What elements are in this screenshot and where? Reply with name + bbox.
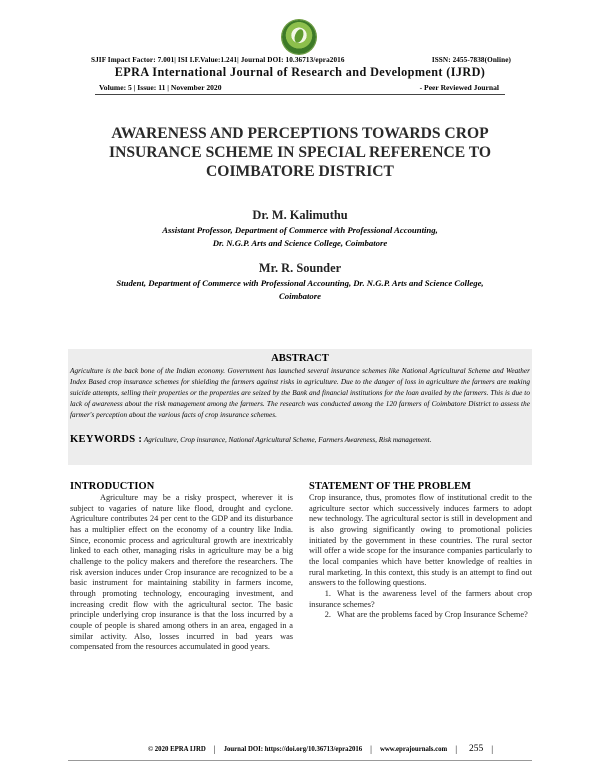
page-footer xyxy=(148,744,538,754)
affiliation-line: Student, Department of Commerce with Professional Accounting, Dr. N.G.P. Arts and Science College, xyxy=(116,278,484,288)
footer-copyright: © 2020 EPRA IJRD xyxy=(148,745,206,753)
footer-separator: | xyxy=(455,744,458,754)
volume-issue: Volume: 5 | Issue: 11 | November 2020 xyxy=(99,83,222,92)
volume-line xyxy=(99,83,499,92)
abstract-text: Agriculture is the back bone of the Indian economy. Government has launched several insurance schemes like National Agricultural Scheme and Weather Index Based crop insurance schemes for shielding the farmers against risks in agriculture. Due to the danger of loss in agriculture the farmers are making suicide attempts, selling their properties or the properties are seized by the Bank and financial institutions for the loan availed by the farmers. This is due to lack of awareness about the risk management among the farmers. The research was conducted among the 120 farmers of Coimbatore District to assess the farmer's perception about the various facts of crop insurance schemes. xyxy=(70,367,530,419)
keywords-list: Agriculture, Crop insurance, National Agricultural Scheme, Farmers Awareness, Risk management. xyxy=(143,436,432,444)
paper-title xyxy=(60,124,540,181)
author-name: Mr. R. Sounder xyxy=(258,261,342,275)
author-affiliation xyxy=(40,277,560,302)
question-number: 1. xyxy=(324,588,331,598)
footer-site[interactable]: www.eprajournals.com xyxy=(379,745,448,753)
affiliation-line: Dr. N.G.P. Arts and Science College, Coimbatore xyxy=(212,237,388,248)
impact-factor: SJIF Impact Factor: 7.001| ISI I.F.Value:1.241| Journal DOI: 10.36713/epra2016 xyxy=(91,56,345,64)
peer-reviewed: - Peer Reviewed Journal xyxy=(419,83,499,92)
footer-rule xyxy=(68,760,532,761)
question-number: 2. xyxy=(324,610,331,620)
introduction-body xyxy=(70,493,293,653)
affiliation-line: Assistant Professor, Department of Commerce with Professional Accounting, xyxy=(162,225,438,235)
journal-logo xyxy=(282,20,316,54)
problem-heading: STATEMENT OF THE PROBLEM xyxy=(309,481,472,492)
author-name: Dr. M. Kalimuthu xyxy=(252,208,348,222)
header-rule xyxy=(95,94,505,95)
introduction-paragraph: Agriculture may be a risky prospect, wherever it is subject to vagaries of nature like flood, drought and cyclone. Agriculture contributes 24 per cent to the GDP and its disturbance has a multiplier effect on the economy of a country like India. Since, economic process and agricultural growth are inextricably linked to each other, managing risks in agriculture may be a big challenge to the policy makers and therefore the researchers. The risk aversion induces under Crop insurance are recognized to be a basic instrument for maintaining stability in farmers income, through promoting technology, encouraging investment, and increasing credit flow with the agricultural sector. The basic principle underlying crop insurance is that the loss incurred by a couple of people is shared among others in an area, engaged in a similar activity. Also, losses incurred in bad years was compensated from the resources accumulated in good years. xyxy=(70,493,293,652)
journal-title: EPRA International Journal of Research and Development (IJRD) xyxy=(114,65,486,79)
journal-meta-line xyxy=(91,56,511,64)
question-item xyxy=(309,589,532,610)
title-line: COIMBATORE DISTRICT xyxy=(206,163,394,180)
issn: ISSN: 2455-7838(Online) xyxy=(431,56,511,64)
abstract-heading: ABSTRACT xyxy=(271,353,329,364)
title-line: AWARENESS AND PERCEPTIONS TOWARDS CROP xyxy=(111,125,489,142)
footer-separator: | xyxy=(491,744,494,754)
footer-separator: | xyxy=(213,744,216,754)
author-affiliation xyxy=(40,224,560,249)
leaf-icon xyxy=(293,28,305,44)
page-number: 255 xyxy=(469,744,484,754)
question-text: What are the problems faced by Crop Insurance Scheme? xyxy=(337,610,528,620)
footer-doi[interactable]: Journal DOI: https://doi.org/10.36713/epra2016 xyxy=(223,745,363,753)
affiliation-line: Coimbatore xyxy=(279,290,321,301)
title-line: INSURANCE SCHEME IN SPECIAL REFERENCE TO xyxy=(109,144,491,161)
problem-body xyxy=(309,493,532,621)
problem-paragraph: Crop insurance, thus, promotes flow of institutional credit to the agriculture sector which successively induces farmers to adopt new technology. The agricultural sector is still in development and is also growing significantly owing to promotional policies initiated by the government in these countries. The rural sector will offer a wide scope for the insurance companies particularly to the local companies which have better knowledge of realties in rural marketing. In this context, this study is an attempt to find out answers to the following questions. xyxy=(309,493,532,588)
keywords-label: KEYWORDS : xyxy=(70,434,143,445)
footer-separator: | xyxy=(370,744,372,754)
question-text: What is the awareness level of the farmers about crop insurance schemes? xyxy=(309,588,532,609)
question-item xyxy=(309,610,532,621)
keywords xyxy=(70,435,530,446)
introduction-heading: INTRODUCTION xyxy=(70,481,155,492)
